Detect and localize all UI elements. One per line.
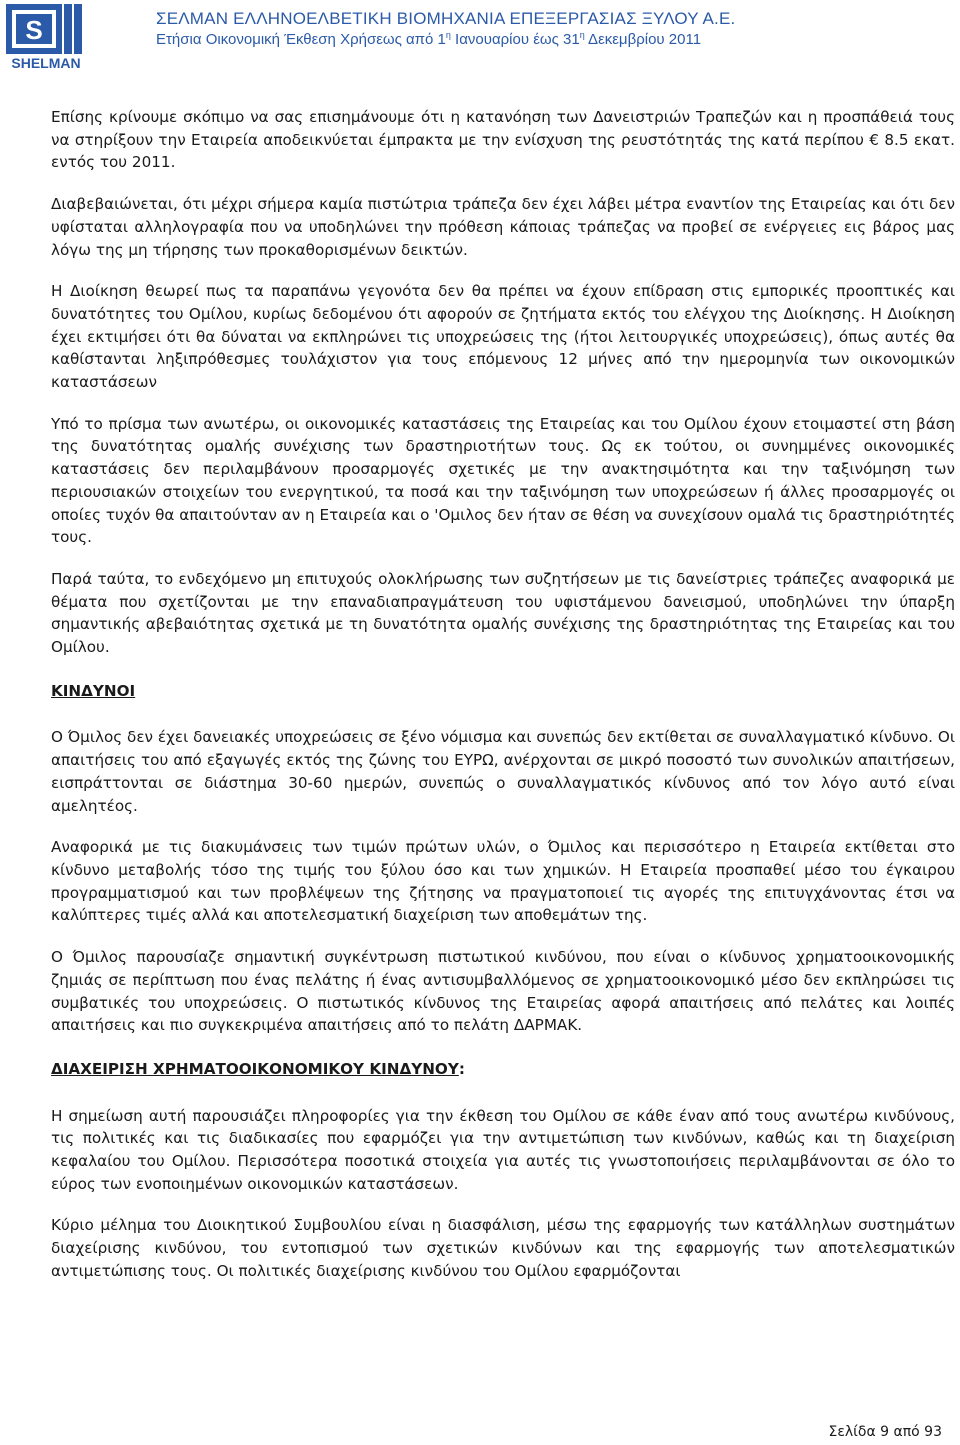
paragraph: Η Διοίκηση θεωρεί πως τα παραπάνω γεγονότα δεν θα πρέπει να έχουν επίδραση στις εμπορικές προοπτικές και δυνατότητες του Ομίλου, κυρίως δεδομένου ότι αφορούν σε ζητήματα εκτός του ελέγχου της Διοίκησης. Η Διοίκηση έχει εκτιμήσει ότι θα δύναται να εκπληρώνει τις υποχρεώσεις της (ήτοι λειτουργικές υποχρεώσεις), όπως αυτές θα καθίστανται ληξιπρόθεσμες τουλάχιστον για τους επόμενους 12 μήνες από την ημερομηνία των οικονομικών καταστάσεων — [51, 282, 955, 392]
paragraph: Επίσης κρίνουμε σκόπιμο να σας επισημάνουμε ότι η κατανόηση των Δανειστριών Τραπεζών και η προσπάθειά τους να στηρίξουν την Εταιρεία αποδεικνύεται έμπρακτα με την ενίσχυση της ρευστότητάς της κατά περίπου € 8.5 εκατ. εντός του 2011. — [51, 108, 955, 172]
section-heading-risks — [51, 680, 955, 703]
paragraph: Ο Όμιλος παρουσίαζε σημαντική συγκέντρωση πιστωτικού κινδύνου, που είναι ο κίνδυνος χρηματοοικονομικής ζημιάς σε περίπτωση που ένας πελάτης ή ένας αντισυμβαλλόμενος σε χρηματοοικονομικό μέσο δεν εκπληρώσει τις συμβατικές του υποχρεώσεις. Ο πιστωτικός κίνδυνος της Εταιρείας αφορά απαιτήσεις από πελάτες και λοιπές απαιτήσεις και πιο συγκεκριμένα απαιτήσεις από το πελάτη ΔΑΡΜΑΚ. — [51, 948, 955, 1035]
report-title — [156, 30, 956, 50]
paragraph: Υπό το πρίσμα των ανωτέρω, οι οικονομικές καταστάσεις της Εταιρείας και του Ομίλου έχουν ετοιμαστεί στη βάση της δυνατότητας ομαλής συνέχισης των δραστηριοτήτων τους. Ως εκ τούτου, οι συνημμένες οικονομικές καταστάσεις δεν περιλαμβάνουν προσαρμογές σχετικές με την ανακτησιμότητα και την ταξινόμηση των περιουσιακών στοιχείων του ενεργητικού, τα ποσά και την ταξινόμηση των υποχρεώσεων ή άλλες προσαρμογές οι οποίες τυχόν θα απαιτούνταν αν η Εταιρεία και ο 'Ομιλος δεν ήταν σε θέση να συνεχίσουν ομαλά τις δραστηριότητές τους. — [51, 414, 955, 547]
document-body — [51, 106, 955, 1283]
paragraph: Παρά ταύτα, το ενδεχόμενο μη επιτυχούς ολοκλήρωσης των συζητήσεων με τις δανείστριες τράπεζες αναφορικά με θέματα που σχετίζονται με την επαναδιαπραγμάτευση του υφιστάμενου δανεισμού, υποδηλώνει την ύπαρξη σημαντικής αβεβαιότητας σχετικά με τη δυνατότητα ομαλής συνέχισης της δραστηριότητας της Εταιρείας και του Ομίλου. — [51, 569, 955, 657]
page-number: Σελίδα 9 από 93 — [828, 1424, 942, 1440]
paragraph: Αναφορικά με τις διακυμάνσεις των τιμών πρώτων υλών, ο Όμιλος και περισσότερο η Εταιρεία εκτίθεται στο κίνδυνο μεταβολής τόσο της τιμής του ξύλου όσο και των χημικών. Η Εταιρεία προσπαθεί μέσο του έγκαιρου προγραμματισμού και των προβλέψεων της ζήτησης να πραγματοποιεί τις αγορές της επιτυγχάνοντας έτσι να καλύπτερες τιμές αλλά και αποτελεσματική διαχείριση των αποθεμάτων της. — [51, 838, 955, 925]
shelman-logo — [2, 2, 94, 72]
section-heading-risks-text: ΚΙΝΔΥΝΟΙ — [51, 681, 136, 700]
section-heading-financial-risk — [51, 1058, 955, 1081]
section-heading-financial-risk-suffix: : — [458, 1059, 465, 1078]
paragraph: Διαβεβαιώνεται, ότι μέχρι σήμερα καμία πιστώτρια τράπεζα δεν έχει λάβει μέτρα εναντίον της Εταιρείας και ότι δεν υφίσταται αλληλογραφία που να υποδηλώνει την πρόθεση κάποιας τράπεζας να προβεί σε ενέργειες εις βάρος μας λόγω της μη τήρησης των προκαθορισμένων δεικτών. — [51, 195, 955, 259]
report-title-sup2: η — [579, 30, 585, 40]
logo-text: SHELMAN — [11, 55, 81, 71]
logo-graphic — [2, 2, 94, 72]
report-title-part2: Ιανουαρίου έως 31 — [450, 31, 580, 48]
section-heading-financial-risk-text: ΔΙΑΧΕΙΡΙΣΗ ΧΡΗΜΑΤΟΟΙΚΟΝΟΜΙΚΟΥ ΚΙΝΔΥΝΟΥ — [51, 1059, 459, 1078]
company-name: ΣΕΛΜΑΝ ΕΛΛΗΝΟΕΛΒΕΤΙΚΗ ΒΙΟΜΗΧΑΝΙΑ ΕΠΕΞΕΡΓΑΣΙΑΣ ΞΥΛΟΥ Α.Ε. — [156, 9, 736, 28]
report-title-sup1: η — [445, 30, 451, 40]
page-header — [0, 0, 960, 78]
report-title-part1: Ετήσια Οικονομική Έκθεση Χρήσεως από 1 — [156, 31, 446, 48]
report-title-part3: Δεκεμβρίου 2011 — [584, 31, 702, 48]
logo-mark: S — [25, 15, 43, 45]
header-text — [156, 8, 956, 50]
paragraph: Η σημείωση αυτή παρουσιάζει πληροφορίες για την έκθεση του Ομίλου σε κάθε έναν από τους ανωτέρω κινδύνους, τις πολιτικές και τις διαδικασίες που εφαρμόζει για την αντιμετώπιση των κινδύνων, καθώς και τη διαχείριση κεφαλαίου του Ομίλου. Περισσότερα ποσοτικά στοιχεία για αυτές τις γνωστοποιήσεις περιλαμβάνονται σε όλο το εύρος των ενοποιημένων οικονομικών καταστάσεων. — [51, 1106, 955, 1193]
paragraph: Κύριο μέλημα του Διοικητικού Συμβουλίου είναι η διασφάλιση, μέσω της εφαρμογής των κατάλληλων συστημάτων διαχείρισης κινδύνου, του εντοπισμού των σχετικών κινδύνων και της εφαρμογής των αποτελεσματικών αντιμετώπισης τους. Οι πολιτικές διαχείρισης κινδύνου του Ομίλου εφαρμόζονται — [51, 1216, 955, 1280]
paragraph: Ο Όμιλος δεν έχει δανειακές υποχρεώσεις σε ξένο νόμισμα και συνεπώς δεν εκτίθεται σε συναλλαγματικό κίνδυνο. Οι απαιτήσεις του από εξαγωγές εκτός της ζώνης του ΕΥΡΩ, ανέρχονται σε μικρό ποσοστό των συνολικών απαιτήσεων, εισπράττονται σε διάστημα 30-60 ημερών, συνεπώς ο συναλλαγματικός κίνδυνος από τον λόγο αυτό είναι αμελητέος. — [51, 728, 955, 815]
